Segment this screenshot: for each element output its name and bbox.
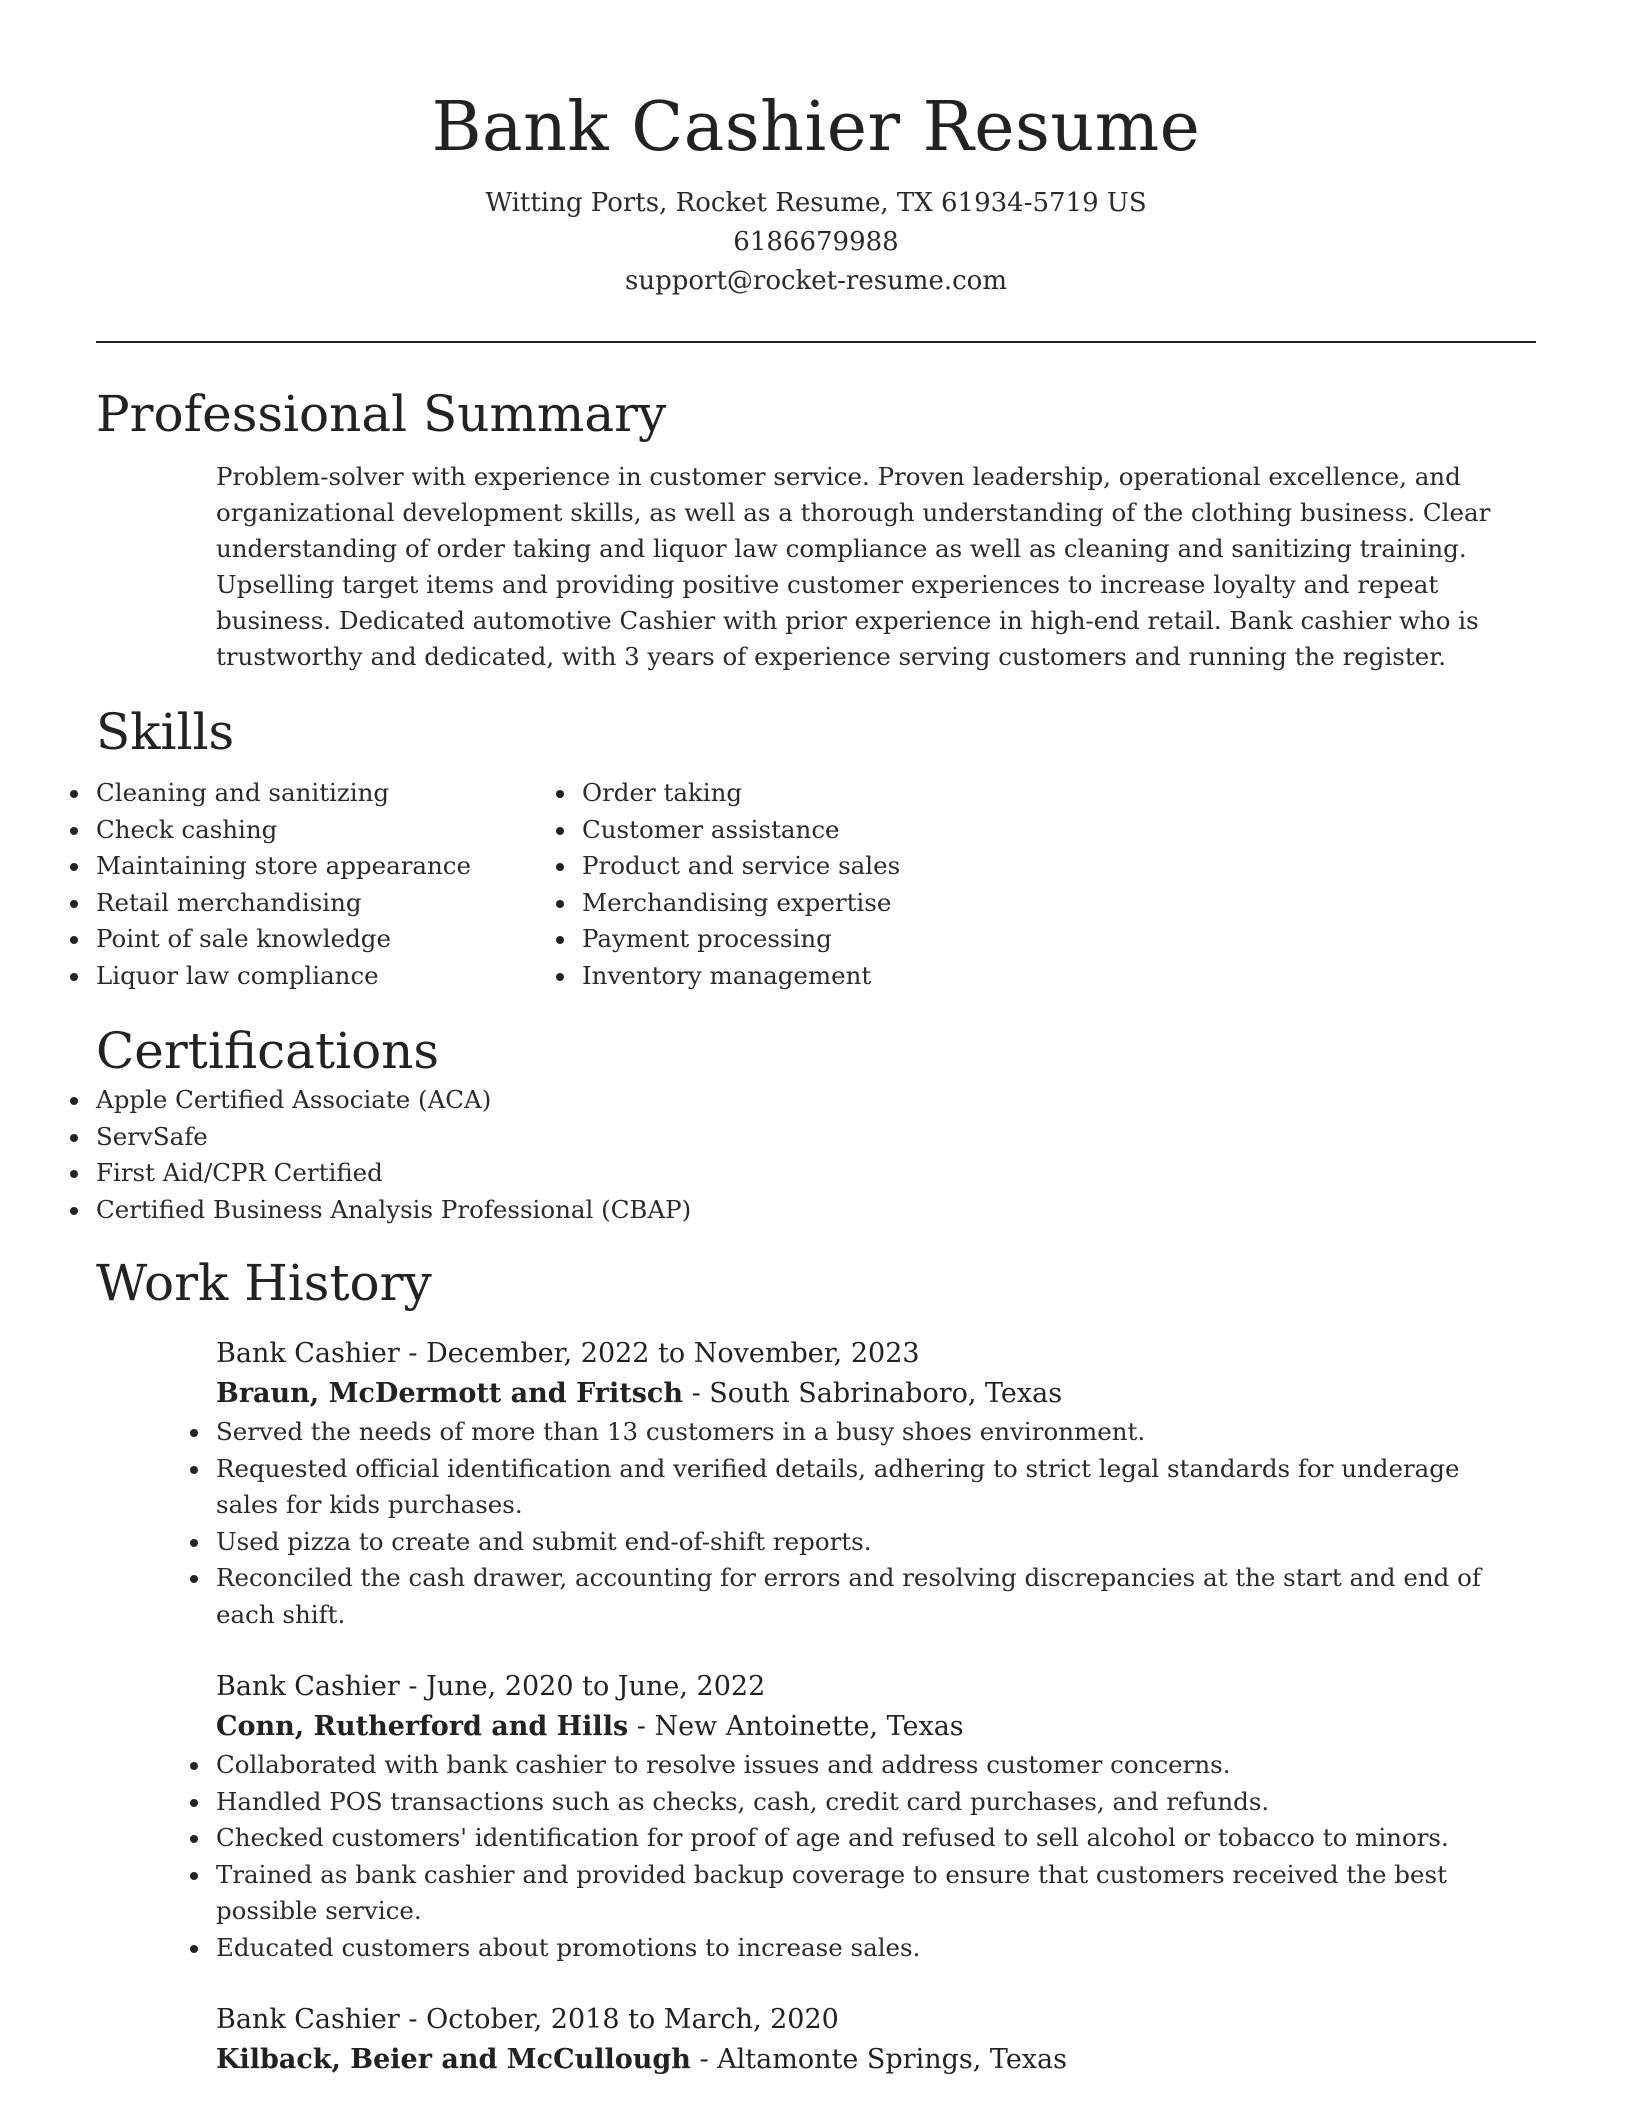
job-company-line <box>216 2040 1536 2080</box>
job-role-dates: Bank Cashier - October, 2018 to March, 2020 <box>216 2004 839 2035</box>
skills-heading: Skills <box>96 703 235 761</box>
job-duty-item: Trained as bank cashier and provided backup coverage to ensure that customers received the best possible service. <box>216 1857 1492 1930</box>
job-duty-item: Handled POS transactions such as checks, cash, credit card purchases, and refunds. <box>216 1784 1492 1821</box>
skill-item: Maintaining store appearance <box>96 848 582 885</box>
skill-item: Cleaning and sanitizing <box>96 775 582 812</box>
contact-email: support@rocket-resume.com <box>624 266 1007 296</box>
job-role-dates: Bank Cashier - December, 2022 to November, 2023 <box>216 1338 920 1369</box>
job-duty-item: Requested official identification and verified details, adhering to strict legal standards for underage sales for kids purchases. <box>216 1451 1492 1524</box>
job-duties-list <box>216 1414 1492 1633</box>
certification-item: Certified Business Analysis Professional (CBAP) <box>96 1192 1536 1229</box>
job-duty-item: Educated customers about promotions to increase sales. <box>216 1930 1492 1967</box>
job-duty-item: Served the needs of more than 13 customers in a busy shoes environment. <box>216 1414 1492 1451</box>
job-entry <box>216 1667 1536 1966</box>
certification-item: ServSafe <box>96 1119 1536 1156</box>
certification-item: Apple Certified Associate (ACA) <box>96 1082 1536 1119</box>
certification-item: First Aid/CPR Certified <box>96 1155 1536 1192</box>
contact-address: Witting Ports, Rocket Resume, TX 61934-5719 US <box>485 188 1147 218</box>
skills-list-left <box>96 775 582 994</box>
certifications-heading: Certifications <box>96 1022 440 1080</box>
summary-text: Problem-solver with experience in customer service. Proven leadership, operational excellence, and organizational development skills, as well as a thorough understanding of the clothing business. Clear understanding of order taking and liquor law compliance as well as cleaning and sanitizing training. Upselling target items and providing positive customer experiences to increase loyalty and repeat business. Dedicated automotive Cashier with prior experience in high-end retail. Bank cashier who is trustworthy and dedicated, with 3 years of experience serving customers and running the register. <box>216 462 1491 671</box>
job-location: - New Antoinette, Texas <box>628 1711 964 1742</box>
skill-item: Point of sale knowledge <box>96 921 582 958</box>
contact-block <box>96 184 1536 301</box>
summary-heading: Professional Summary <box>96 385 667 443</box>
skill-item: Product and service sales <box>582 848 1232 885</box>
skills-grid <box>96 775 1536 994</box>
job-duties-list <box>216 1747 1492 1966</box>
contact-phone: 6186679988 <box>733 227 899 257</box>
job-company: Conn, Rutherford and Hills <box>216 1711 629 1742</box>
job-location: - South Sabrinaboro, Texas <box>683 1378 1063 1409</box>
skill-item: Order taking <box>582 775 1232 812</box>
job-entry <box>216 2000 1536 2080</box>
skill-item: Retail merchandising <box>96 885 582 922</box>
resume-page <box>96 0 1536 2080</box>
job-company: Braun, McDermott and Fritsch <box>216 1378 683 1409</box>
job-duty-item: Reconciled the cash drawer, accounting for errors and resolving discrepancies at the start and end of each shift. <box>216 1560 1492 1633</box>
skills-list-right <box>582 775 1232 994</box>
resume-title: Bank Cashier Resume <box>431 88 1201 167</box>
header-divider <box>96 341 1536 343</box>
job-duty-item: Checked customers' identification for proof of age and refused to sell alcohol or tobacco to minors. <box>216 1820 1492 1857</box>
skill-item: Liquor law compliance <box>96 958 582 995</box>
job-duty-item: Collaborated with bank cashier to resolve issues and address customer concerns. <box>216 1747 1492 1784</box>
job-entry <box>216 1334 1536 1633</box>
work-history-heading: Work History <box>96 1254 432 1312</box>
certifications-list <box>96 1082 1536 1228</box>
job-duty-item: Used pizza to create and submit end-of-shift reports. <box>216 1524 1492 1561</box>
skill-item: Merchandising expertise <box>582 885 1232 922</box>
skill-item: Check cashing <box>96 812 582 849</box>
skill-item: Payment processing <box>582 921 1232 958</box>
skill-item: Customer assistance <box>582 812 1232 849</box>
job-role-dates: Bank Cashier - June, 2020 to June, 2022 <box>216 1671 766 1702</box>
job-location: - Altamonte Springs, Texas <box>690 2044 1067 2075</box>
job-company: Kilback, Beier and McCullough <box>216 2044 691 2075</box>
job-company-line <box>216 1707 1536 1747</box>
skill-item: Inventory management <box>582 958 1232 995</box>
job-company-line <box>216 1374 1536 1414</box>
